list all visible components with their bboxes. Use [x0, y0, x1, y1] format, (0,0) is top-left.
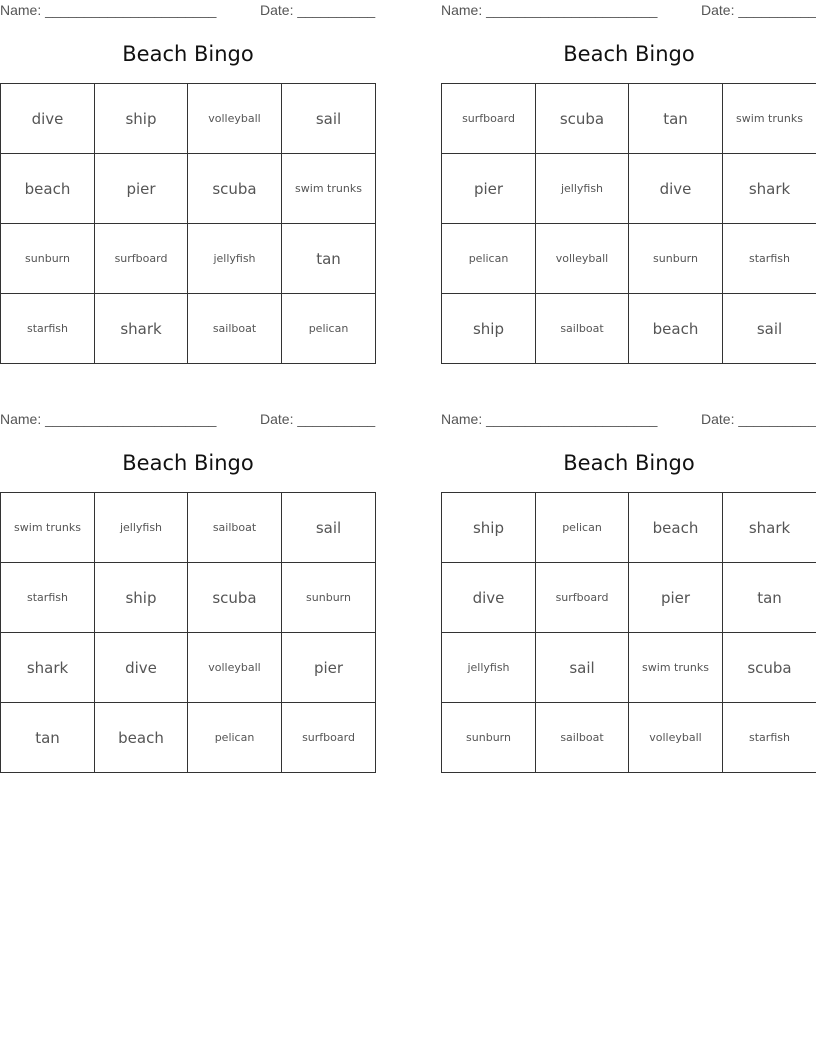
bingo-cell: beach [629, 493, 723, 563]
info-row [441, 2, 816, 20]
bingo-cell: scuba [188, 154, 282, 224]
info-row [441, 411, 816, 429]
date-field: Date: __________ [701, 2, 816, 18]
bingo-cell: volleyball [629, 703, 723, 773]
bingo-cell: ship [442, 493, 536, 563]
bingo-cell: sunburn [282, 563, 376, 633]
bingo-cell: jellyfish [442, 633, 536, 703]
bingo-cell: sail [723, 294, 816, 364]
bingo-cell: surfboard [536, 563, 629, 633]
bingo-cell: surfboard [95, 224, 188, 294]
bingo-cell: pelican [536, 493, 629, 563]
card-title: Beach Bingo [122, 451, 254, 475]
name-field: Name: ______________________ [441, 411, 658, 427]
date-field: Date: __________ [260, 2, 376, 18]
bingo-cell: volleyball [188, 84, 282, 154]
bingo-cell: swim trunks [723, 84, 816, 154]
bingo-cell: pelican [282, 294, 376, 364]
bingo-cell: sunburn [442, 703, 536, 773]
bingo-cell: ship [442, 294, 536, 364]
bingo-cell: sailboat [188, 294, 282, 364]
bingo-cell: volleyball [536, 224, 629, 294]
name-field: Name: ______________________ [0, 2, 217, 18]
bingo-cell: tan [629, 84, 723, 154]
bingo-cell: starfish [723, 224, 816, 294]
bingo-cell: dive [95, 633, 188, 703]
info-row [0, 411, 376, 429]
bingo-cell: ship [95, 84, 188, 154]
bingo-cell: tan [723, 563, 816, 633]
date-field: Date: __________ [701, 411, 816, 427]
bingo-card [441, 409, 816, 773]
bingo-cell: pier [629, 563, 723, 633]
bingo-card [0, 0, 376, 364]
bingo-cell: beach [1, 154, 95, 224]
bingo-cell: pier [282, 633, 376, 703]
bingo-grid [0, 83, 376, 364]
bingo-cell: scuba [188, 563, 282, 633]
bingo-cell: sailboat [188, 493, 282, 563]
card-title: Beach Bingo [122, 42, 254, 66]
bingo-cell: sail [536, 633, 629, 703]
bingo-cell: sunburn [1, 224, 95, 294]
bingo-cell: jellyfish [536, 154, 629, 224]
bingo-cell: starfish [1, 294, 95, 364]
bingo-cell: beach [629, 294, 723, 364]
bingo-cell: starfish [723, 703, 816, 773]
name-field: Name: ______________________ [441, 2, 658, 18]
bingo-cell: shark [95, 294, 188, 364]
bingo-cell: shark [1, 633, 95, 703]
info-row [0, 2, 376, 20]
bingo-cell: beach [95, 703, 188, 773]
bingo-cell: ship [95, 563, 188, 633]
card-title: Beach Bingo [563, 42, 695, 66]
bingo-cell: sailboat [536, 294, 629, 364]
bingo-cell: shark [723, 154, 816, 224]
bingo-cell: swim trunks [282, 154, 376, 224]
bingo-cell: surfboard [282, 703, 376, 773]
bingo-card [441, 0, 816, 364]
bingo-cell: dive [1, 84, 95, 154]
bingo-cell: jellyfish [188, 224, 282, 294]
bingo-cell: pier [95, 154, 188, 224]
bingo-cell: sail [282, 493, 376, 563]
date-field: Date: __________ [260, 411, 376, 427]
bingo-cell: shark [723, 493, 816, 563]
bingo-cell: pelican [442, 224, 536, 294]
bingo-cell: tan [282, 224, 376, 294]
bingo-cell: sail [282, 84, 376, 154]
bingo-grid [0, 492, 376, 773]
bingo-cell: starfish [1, 563, 95, 633]
bingo-cell: swim trunks [629, 633, 723, 703]
bingo-cell: tan [1, 703, 95, 773]
name-field: Name: ______________________ [0, 411, 217, 427]
bingo-cell: volleyball [188, 633, 282, 703]
bingo-cell: scuba [536, 84, 629, 154]
card-title: Beach Bingo [563, 451, 695, 475]
bingo-grid [441, 492, 816, 773]
bingo-cell: swim trunks [1, 493, 95, 563]
bingo-cell: sailboat [536, 703, 629, 773]
bingo-cell: pier [442, 154, 536, 224]
bingo-card [0, 409, 376, 773]
bingo-grid [441, 83, 816, 364]
bingo-cell: sunburn [629, 224, 723, 294]
bingo-cell: jellyfish [95, 493, 188, 563]
bingo-cell: scuba [723, 633, 816, 703]
bingo-cell: surfboard [442, 84, 536, 154]
bingo-cell: dive [629, 154, 723, 224]
bingo-cell: dive [442, 563, 536, 633]
bingo-cell: pelican [188, 703, 282, 773]
